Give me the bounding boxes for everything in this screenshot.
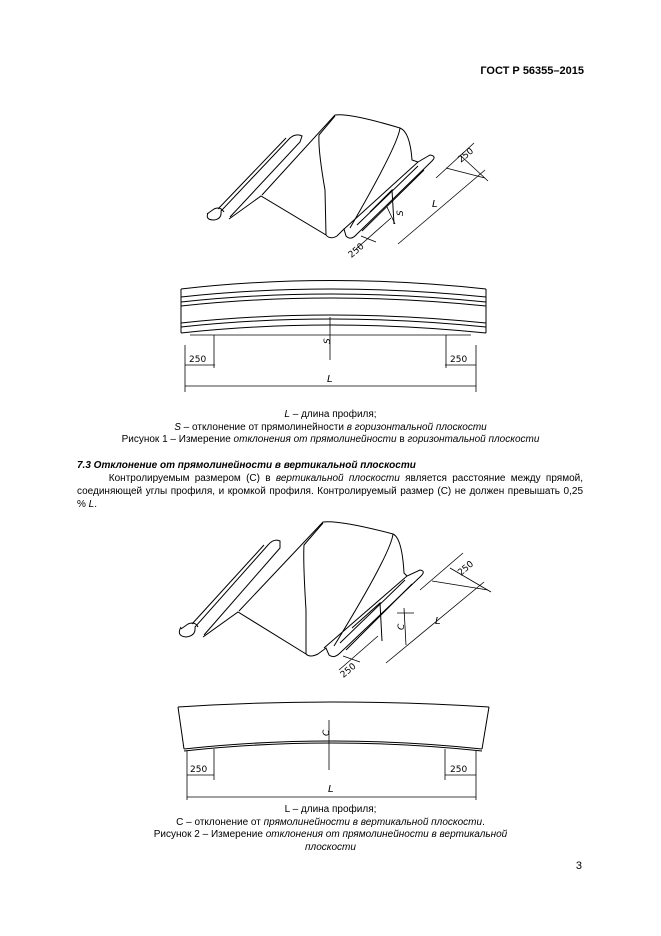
figure1-isometric-drawing: [195, 110, 495, 270]
fig1-dim-250-back: 250: [456, 146, 476, 166]
fig1-plan-dim-L: L: [327, 374, 333, 385]
fig2-legend-L: L – длина профиля;: [284, 804, 377, 815]
figure1-legend: [0, 409, 661, 447]
figure2-legend: [0, 804, 661, 854]
fig1-dim-L-iso: L: [432, 199, 438, 210]
fig2-dim-C-iso: C: [397, 623, 407, 630]
document-header: ГОСТ Р 56355–2015: [480, 65, 584, 77]
figure2-side-drawing: [175, 695, 495, 805]
page-number: 3: [575, 860, 582, 872]
figure1-caption: Рисунок 1 – Измерение отклонения от прямолинейности в горизонтальной плоскости: [121, 434, 540, 445]
figure2-caption: Рисунок 2 – Измерение отклонения от прямолинейности в вертикальной: [153, 829, 508, 840]
fig1-plan-dim-250-right: 250: [450, 355, 468, 365]
fig2-side-dim-250-left: 250: [190, 765, 208, 775]
fig1-legend-S: S – отклонение от прямолинейности в горизонтальной плоскости: [174, 421, 487, 433]
fig1-legend-L: L – длина профиля;: [284, 409, 377, 420]
fig1-dim-S-iso: S: [396, 210, 406, 216]
figure2-isometric-drawing: [170, 515, 500, 680]
fig1-dim-250-front: 250: [346, 241, 367, 261]
fig1-plan-dim-250-left: 250: [189, 355, 207, 365]
fig2-legend-C: С – отклонение от прямолинейности в вертикальной плоскости.: [176, 816, 485, 828]
fig2-side-dim-250-right: 250: [450, 765, 468, 775]
section-paragraph: Контролируемым размером (С) в вертикальной плоскости является расстояние между прямой, соединяющей углы профиля, и кромкой профиля. Контролируемый размер (С) не должен превышать 0,25 % L.: [77, 473, 583, 510]
figure1-plan-drawing: [175, 280, 495, 400]
figure2-caption-line2: плоскости: [305, 841, 356, 853]
fig2-side-dim-L: L: [328, 784, 334, 795]
fig2-side-dim-C: C: [322, 729, 332, 736]
fig2-dim-250-back: 250: [456, 559, 476, 579]
fig2-dim-250-front: 250: [338, 661, 359, 681]
section-heading-7-3: 7.3 Отклонение от прямолинейности в вертикальной плоскости: [77, 460, 416, 471]
fig2-dim-L-iso: L: [435, 616, 441, 627]
fig1-plan-dim-S: S: [323, 338, 333, 344]
